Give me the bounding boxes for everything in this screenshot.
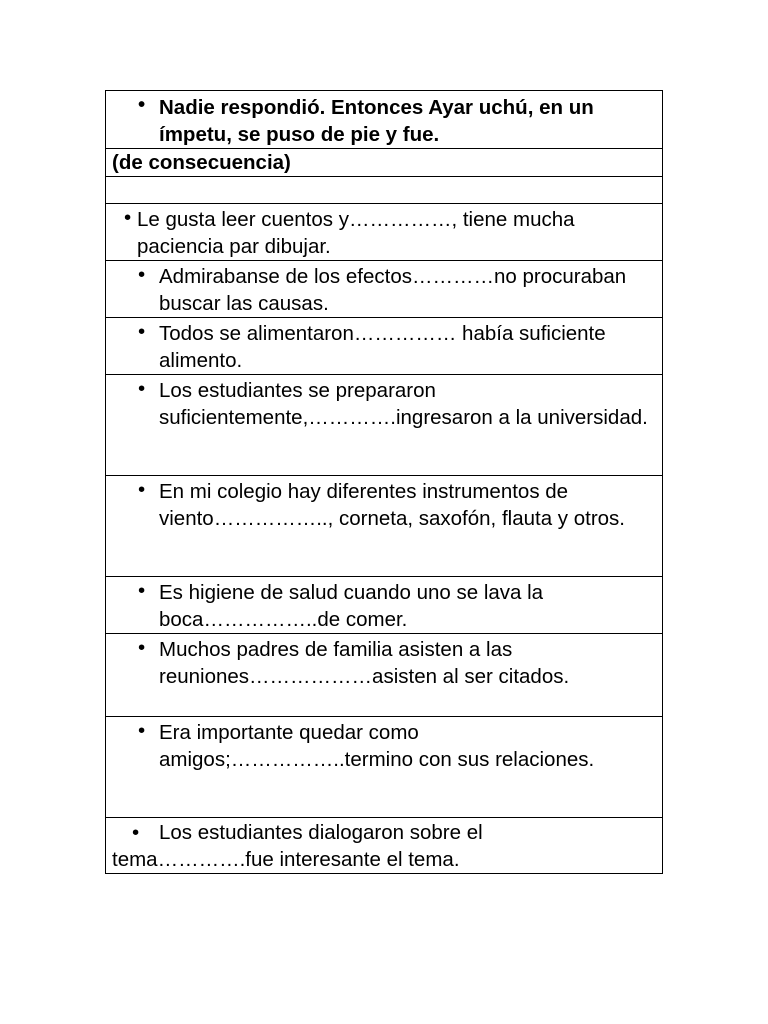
bullet-item: [106, 261, 662, 317]
bullet-dot: •: [138, 719, 146, 742]
bullet-item: [106, 375, 662, 431]
bullet-dot: •: [138, 377, 146, 400]
item-text: Admirabanse de los efectos…………no procuraban buscar las causas.: [159, 265, 627, 315]
table-cell: [106, 577, 663, 634]
bullet-dot: •: [138, 263, 146, 286]
table-row: [106, 577, 663, 634]
table-row: [106, 476, 663, 577]
bullet-dot: •: [138, 93, 146, 116]
item-text: Le gusta leer cuentos y……………, tiene mucha paciencia par dibujar.: [137, 208, 575, 258]
table-row: [106, 149, 663, 177]
bullet-dot: •: [138, 579, 146, 602]
item-second-line: tema………….fue interesante el tema.: [112, 848, 460, 871]
table-cell: [106, 476, 663, 577]
bullet-item: [106, 91, 662, 148]
bullet-item: [106, 204, 662, 260]
bullet-dot: •: [124, 206, 132, 229]
bullet-item: [106, 476, 662, 532]
table-cell: [106, 634, 663, 717]
table-cell: [106, 149, 663, 177]
section-heading: (de consecuencia): [112, 151, 291, 174]
bullet-item: [106, 577, 662, 633]
bullet-dot: •: [138, 320, 146, 343]
table-row: [106, 634, 663, 717]
item-text: Todos se alimentaron…………… había suficiente alimento.: [159, 322, 606, 372]
item-text: Es higiene de salud cuando uno se lava la boca……………..de comer.: [159, 581, 544, 631]
bullet-dot: •: [138, 636, 146, 659]
table-cell: [106, 375, 663, 476]
table-row: [106, 91, 663, 149]
table-row: [106, 375, 663, 476]
bullet-item: [106, 717, 662, 773]
table-cell: [106, 818, 663, 874]
table-row: [106, 177, 663, 204]
item-text: Nadie respondió. Entonces Ayar uchú, en un ímpetu, se puso de pie y fue.: [159, 96, 594, 146]
exercise-table: [105, 90, 663, 874]
empty-cell: [106, 177, 663, 204]
item-text: En mi colegio hay diferentes instrumentos de viento…………….., corneta, saxofón, flauta y otros.: [159, 480, 626, 530]
table-cell: [106, 318, 663, 375]
bullet-dot: •: [138, 478, 146, 501]
item-text: Los estudiantes se prepararon suficientemente,………….ingresaron a la universidad.: [159, 379, 648, 429]
table-row: [106, 818, 663, 874]
table-row: [106, 318, 663, 375]
item-text: Los estudiantes dialogaron sobre el: [159, 821, 483, 844]
table-cell: [106, 717, 663, 818]
table-cell: [106, 261, 663, 318]
item-text: Era importante quedar como amigos;……………..termino con sus relaciones.: [159, 721, 595, 771]
bullet-item: [106, 318, 662, 374]
table-cell: [106, 204, 663, 261]
table-cell: [106, 91, 663, 149]
item-text: Muchos padres de familia asisten a las reuniones………………asisten al ser citados.: [159, 638, 570, 688]
bullet-dot: •: [132, 821, 140, 844]
item-first-line: [106, 819, 662, 846]
bullet-item: [106, 818, 662, 873]
bullet-item: [106, 634, 662, 690]
table-row: [106, 717, 663, 818]
table-row: [106, 261, 663, 318]
table-row: [106, 204, 663, 261]
